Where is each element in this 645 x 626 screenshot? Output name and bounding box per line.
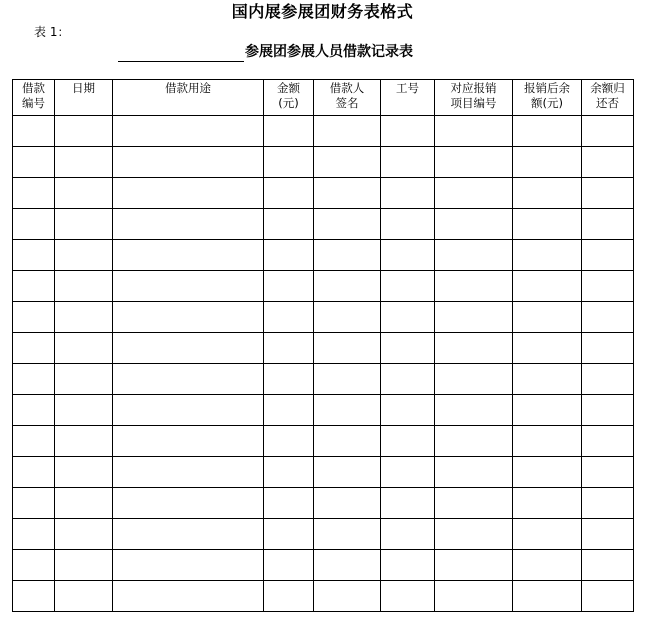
borrower-signature-cell[interactable] (314, 147, 381, 178)
date-cell[interactable] (55, 395, 113, 426)
employee-id-cell[interactable] (381, 581, 435, 612)
employee-id-cell[interactable] (381, 364, 435, 395)
employee-id-cell[interactable] (381, 209, 435, 240)
loan-number-cell[interactable] (13, 178, 55, 209)
balance-returned-cell[interactable] (582, 581, 634, 612)
date-cell[interactable] (55, 147, 113, 178)
amount-cell[interactable] (264, 147, 314, 178)
table-row (13, 364, 634, 395)
date-cell[interactable] (55, 457, 113, 488)
borrower-signature-cell[interactable] (314, 116, 381, 147)
balance-returned-cell[interactable] (582, 457, 634, 488)
reimbursement-item-number-cell[interactable] (435, 178, 513, 209)
balance-returned-cell[interactable] (582, 364, 634, 395)
reimbursement-item-number-cell[interactable] (435, 457, 513, 488)
loan-purpose-cell[interactable] (113, 302, 264, 333)
loan-purpose-cell[interactable] (113, 147, 264, 178)
header-balance-after-reimbursement: 报销后余 额(元) (513, 80, 582, 116)
date-cell[interactable] (55, 271, 113, 302)
employee-id-cell[interactable] (381, 488, 435, 519)
loan-purpose-cell[interactable] (113, 426, 264, 457)
borrower-signature-cell[interactable] (314, 581, 381, 612)
header-loan-number: 借款 编号 (13, 80, 55, 116)
date-cell[interactable] (55, 116, 113, 147)
borrower-signature-cell[interactable] (314, 333, 381, 364)
balance-returned-cell[interactable] (582, 209, 634, 240)
reimbursement-item-number-cell[interactable] (435, 488, 513, 519)
amount-cell[interactable] (264, 116, 314, 147)
employee-id-cell[interactable] (381, 395, 435, 426)
header-borrower-signature: 借款人 签名 (314, 80, 381, 116)
balance-returned-cell[interactable] (582, 426, 634, 457)
loan-number-cell[interactable] (13, 457, 55, 488)
table-row (13, 581, 634, 612)
table-row (13, 519, 634, 550)
balance-returned-cell[interactable] (582, 302, 634, 333)
page-title: 国内展参展团财务表格式 (231, 2, 414, 21)
date-cell[interactable] (55, 426, 113, 457)
loan-number-cell[interactable] (13, 519, 55, 550)
balance-after-reimbursement-cell[interactable] (513, 519, 582, 550)
reimbursement-item-number-cell[interactable] (435, 395, 513, 426)
borrower-signature-cell[interactable] (314, 240, 381, 271)
loan-number-cell[interactable] (13, 488, 55, 519)
subtitle-row (118, 40, 413, 62)
balance-after-reimbursement-cell[interactable] (513, 333, 582, 364)
borrower-signature-cell[interactable] (314, 395, 381, 426)
balance-after-reimbursement-cell[interactable] (513, 550, 582, 581)
loan-purpose-cell[interactable] (113, 209, 264, 240)
loan-purpose-cell[interactable] (113, 395, 264, 426)
borrower-signature-cell[interactable] (314, 519, 381, 550)
amount-cell[interactable] (264, 395, 314, 426)
balance-returned-cell[interactable] (582, 519, 634, 550)
date-cell[interactable] (55, 333, 113, 364)
amount-cell[interactable] (264, 488, 314, 519)
loan-number-cell[interactable] (13, 240, 55, 271)
borrower-signature-cell[interactable] (314, 209, 381, 240)
loan-number-cell[interactable] (13, 302, 55, 333)
loan-number-cell[interactable] (13, 426, 55, 457)
borrower-signature-cell[interactable] (314, 457, 381, 488)
header-loan-purpose: 借款用途 (113, 80, 264, 116)
balance-returned-cell[interactable] (582, 488, 634, 519)
borrower-signature-cell[interactable] (314, 302, 381, 333)
table-number-label: 表 1： (34, 25, 70, 39)
reimbursement-item-number-cell[interactable] (435, 209, 513, 240)
reimbursement-item-number-cell[interactable] (435, 240, 513, 271)
header-balance-returned: 余额归 还否 (582, 80, 634, 116)
loan-purpose-cell[interactable] (113, 488, 264, 519)
balance-after-reimbursement-cell[interactable] (513, 581, 582, 612)
balance-after-reimbursement-cell[interactable] (513, 240, 582, 271)
loan-number-cell[interactable] (13, 116, 55, 147)
loan-purpose-cell[interactable] (113, 271, 264, 302)
table-row (13, 488, 634, 519)
amount-cell[interactable] (264, 581, 314, 612)
amount-cell[interactable] (264, 240, 314, 271)
date-cell[interactable] (55, 364, 113, 395)
amount-cell[interactable] (264, 178, 314, 209)
reimbursement-item-number-cell[interactable] (435, 333, 513, 364)
balance-returned-cell[interactable] (582, 550, 634, 581)
table-subtitle: 参展团参展人员借款记录表 (245, 44, 413, 60)
table-row (13, 116, 634, 147)
balance-returned-cell[interactable] (582, 395, 634, 426)
date-cell[interactable] (55, 178, 113, 209)
balance-returned-cell[interactable] (582, 271, 634, 302)
balance-after-reimbursement-cell[interactable] (513, 271, 582, 302)
balance-after-reimbursement-cell[interactable] (513, 147, 582, 178)
date-cell[interactable] (55, 302, 113, 333)
loan-number-cell[interactable] (13, 364, 55, 395)
employee-id-cell[interactable] (381, 147, 435, 178)
balance-returned-cell[interactable] (582, 147, 634, 178)
amount-cell[interactable] (264, 271, 314, 302)
loan-purpose-cell[interactable] (113, 581, 264, 612)
loan-purpose-cell[interactable] (113, 178, 264, 209)
reimbursement-item-number-cell[interactable] (435, 550, 513, 581)
employee-id-cell[interactable] (381, 178, 435, 209)
loan-number-cell[interactable] (13, 209, 55, 240)
employee-id-cell[interactable] (381, 519, 435, 550)
employee-id-cell[interactable] (381, 302, 435, 333)
borrower-signature-cell[interactable] (314, 550, 381, 581)
loan-purpose-cell[interactable] (113, 116, 264, 147)
loan-number-cell[interactable] (13, 271, 55, 302)
table-body (13, 116, 634, 612)
loan-purpose-cell[interactable] (113, 550, 264, 581)
amount-cell[interactable] (264, 333, 314, 364)
borrower-signature-cell[interactable] (314, 488, 381, 519)
date-cell[interactable] (55, 240, 113, 271)
loan-number-cell[interactable] (13, 333, 55, 364)
amount-cell[interactable] (264, 302, 314, 333)
loan-record-table (12, 79, 634, 612)
table-row (13, 147, 634, 178)
reimbursement-item-number-cell[interactable] (435, 147, 513, 178)
group-name-blank-line (118, 43, 244, 62)
amount-cell[interactable] (264, 426, 314, 457)
loan-number-cell[interactable] (13, 395, 55, 426)
employee-id-cell[interactable] (381, 333, 435, 364)
balance-after-reimbursement-cell[interactable] (513, 395, 582, 426)
amount-cell[interactable] (264, 364, 314, 395)
balance-after-reimbursement-cell[interactable] (513, 457, 582, 488)
balance-after-reimbursement-cell[interactable] (513, 488, 582, 519)
table-row (13, 209, 634, 240)
table-row (13, 302, 634, 333)
balance-returned-cell[interactable] (582, 178, 634, 209)
table-row (13, 395, 634, 426)
loan-purpose-cell[interactable] (113, 519, 264, 550)
amount-cell[interactable] (264, 550, 314, 581)
reimbursement-item-number-cell[interactable] (435, 116, 513, 147)
loan-purpose-cell[interactable] (113, 333, 264, 364)
balance-after-reimbursement-cell[interactable] (513, 178, 582, 209)
borrower-signature-cell[interactable] (314, 364, 381, 395)
date-cell[interactable] (55, 581, 113, 612)
date-cell[interactable] (55, 209, 113, 240)
table-row (13, 457, 634, 488)
table-row (13, 178, 634, 209)
balance-after-reimbursement-cell[interactable] (513, 364, 582, 395)
table-header-row (13, 80, 634, 116)
header-amount: 金额 (元) (264, 80, 314, 116)
date-cell[interactable] (55, 550, 113, 581)
date-cell[interactable] (55, 488, 113, 519)
loan-number-cell[interactable] (13, 581, 55, 612)
loan-purpose-cell[interactable] (113, 364, 264, 395)
table-row (13, 426, 634, 457)
employee-id-cell[interactable] (381, 271, 435, 302)
employee-id-cell[interactable] (381, 116, 435, 147)
balance-after-reimbursement-cell[interactable] (513, 426, 582, 457)
balance-after-reimbursement-cell[interactable] (513, 209, 582, 240)
reimbursement-item-number-cell[interactable] (435, 302, 513, 333)
loan-purpose-cell[interactable] (113, 240, 264, 271)
balance-after-reimbursement-cell[interactable] (513, 116, 582, 147)
table-row (13, 550, 634, 581)
employee-id-cell[interactable] (381, 457, 435, 488)
table-row (13, 240, 634, 271)
table-row (13, 333, 634, 364)
reimbursement-item-number-cell[interactable] (435, 581, 513, 612)
reimbursement-item-number-cell[interactable] (435, 426, 513, 457)
amount-cell[interactable] (264, 457, 314, 488)
header-employee-id: 工号 (381, 80, 435, 116)
loan-number-cell[interactable] (13, 147, 55, 178)
amount-cell[interactable] (264, 519, 314, 550)
loan-purpose-cell[interactable] (113, 457, 264, 488)
header-date: 日期 (55, 80, 113, 116)
header-reimbursement-item-number: 对应报销 项目编号 (435, 80, 513, 116)
reimbursement-item-number-cell[interactable] (435, 271, 513, 302)
balance-after-reimbursement-cell[interactable] (513, 302, 582, 333)
reimbursement-item-number-cell[interactable] (435, 519, 513, 550)
employee-id-cell[interactable] (381, 550, 435, 581)
date-cell[interactable] (55, 519, 113, 550)
loan-number-cell[interactable] (13, 550, 55, 581)
balance-returned-cell[interactable] (582, 240, 634, 271)
amount-cell[interactable] (264, 209, 314, 240)
table-row (13, 271, 634, 302)
reimbursement-item-number-cell[interactable] (435, 364, 513, 395)
employee-id-cell[interactable] (381, 240, 435, 271)
employee-id-cell[interactable] (381, 426, 435, 457)
balance-returned-cell[interactable] (582, 116, 634, 147)
borrower-signature-cell[interactable] (314, 271, 381, 302)
borrower-signature-cell[interactable] (314, 178, 381, 209)
borrower-signature-cell[interactable] (314, 426, 381, 457)
balance-returned-cell[interactable] (582, 333, 634, 364)
